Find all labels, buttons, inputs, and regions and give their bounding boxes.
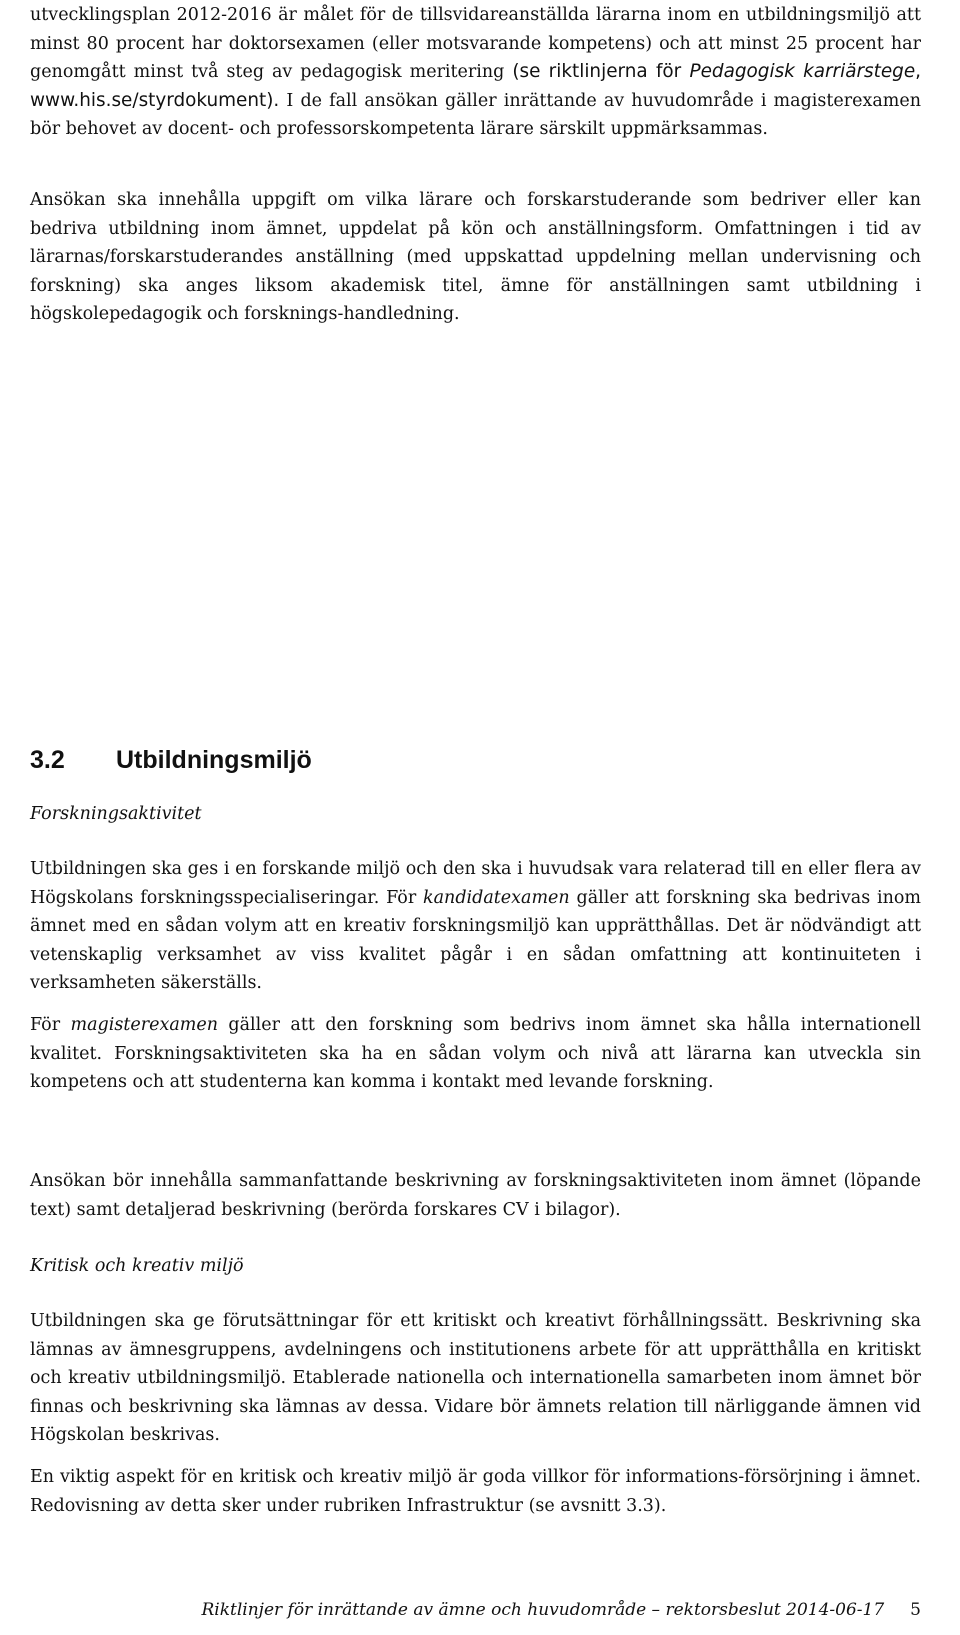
text-span-italic: magisterexamen (70, 1015, 218, 1035)
paragraph-critical-env (30, 1307, 921, 1450)
paragraph-teacher-competence (30, 1, 921, 144)
paragraph-text: En viktig aspekt för en kritisk och kreativ miljö är goda villkor för informations-försörjning i ämnet. Redovisning av detta sker under rubriken Infrastruktur (se avsnitt 3.3). (30, 1467, 921, 1516)
text-span-italic: kandidatexamen (423, 887, 570, 908)
text-span: (se riktlinjerna för (512, 61, 690, 83)
text-span: , www.his.se/styrdokument). (30, 61, 922, 111)
section-title: Utbildningsmiljö (116, 746, 312, 774)
text-span: gäller att den forskning som bedrivs inom ämnet ska hålla internationell kvalitet. Forskningsaktiviteten ska ha en sådan volym och nivå att lärarna kan utveckla sin kompetens och att studenterna kan komma i kontakt med levande forskning. (30, 1015, 921, 1093)
page-footer (0, 1598, 921, 1622)
text-span: För (30, 1015, 71, 1035)
paragraph-master (30, 1011, 921, 1097)
text-span: gäller att forskning ska bedrivas inom ämnet med en sådan volym att en kreativ forskningsmiljö kan upprätthållas. Det är nödvändigt att vetenskaplig verksamhet av viss kvalitet pågår i en sådan omfattning att kontinuiteten i verksamheten säkerställs. (30, 887, 921, 994)
paragraph-research-env (30, 855, 921, 998)
paragraph-text: Ansökan bör innehålla sammanfattande beskrivning av forskningsaktiviteten inom ämnet (löpande text) samt detaljerad beskrivning (berörda forskares CV i bilagor). (30, 1171, 921, 1220)
subheading-text: Forskningsaktivitet (30, 804, 202, 824)
paragraph-summary (30, 1167, 921, 1224)
section-number: 3.2 (30, 746, 65, 774)
paragraph-text: Ansökan ska innehålla uppgift om vilka lärare och forskarstuderande som bedriver eller kan bedriva utbildning inom ämnet, uppdelat på kön och anställningsform. Omfattningen i tid av lärarnas/forskarstuderandes anställning (med uppskattad uppdelning mellan undervisning och forskning) ska anges liksom akademisk titel, ämne för anställningen samt utbildning i högskolepedagogik och forsknings-handledning. (30, 190, 921, 325)
text-span: Pedagogisk karriärstege (689, 61, 916, 83)
footer-text: Riktlinjer för inrättande av ämne och huvudområde – rektorsbeslut 2014-06-17 (201, 1600, 885, 1620)
subheading-text: Kritisk och kreativ miljö (30, 1256, 244, 1276)
text-span: utvecklingsplan 2012-2016 är målet för de tillsvidareanställda lärarna inom en utbildningsmiljö att minst 80 procent har doktorsexamen (eller motsvarande kompetens) och att minst 25 procent har genomgått minst två steg av pedagogisk meritering (30, 5, 921, 83)
text-span: Utbildningen ska ges i en forskande miljö och den ska i huvudsak vara relaterad till en eller flera av Högskolans forskningsspecialiseringar. För (30, 859, 921, 908)
paragraph-teachers-info (30, 186, 921, 329)
page-number: 5 (910, 1600, 921, 1620)
paragraph-information (30, 1463, 921, 1520)
section-heading (30, 745, 312, 775)
paragraph-text: Utbildningen ska ge förutsättningar för ett kritiskt och kreativt förhållningssätt. Beskrivning ska lämnas av ämnesgruppens, avdelningens och institutionens arbete för att upprätthålla en kritiskt och kreativ utbildningsmiljö. Etablerade nationella och internationella samarbeten inom ämnet bör finnas och beskrivning ska lämnas av dessa. Vidare bör ämnets relation till närliggande ämnen vid Högskolan beskrivas. (30, 1311, 921, 1446)
subheading-critical (30, 1252, 921, 1281)
subheading-research (30, 800, 921, 829)
text-span: I de fall ansökan gäller inrättande av huvudområde i magisterexamen bör behovet av docent- och professorskompetenta lärare särskilt uppmärksammas. (30, 90, 921, 140)
